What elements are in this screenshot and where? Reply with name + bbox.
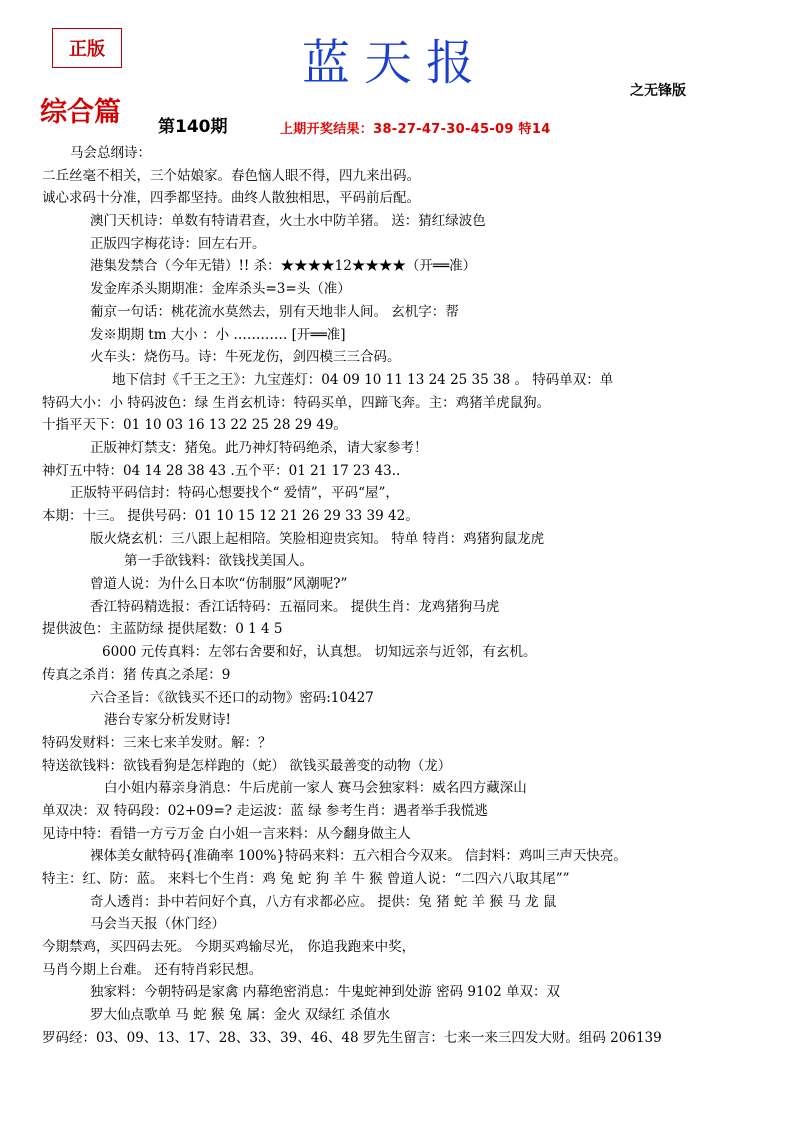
text-line: 马肖今期上台难。 还有特肖彩民想。 bbox=[42, 961, 263, 978]
text-line: 罗码经：03、09、13、17、28、33、39、46、48 罗先生留言：七来一来三四发大财。组码 206139 bbox=[42, 1029, 662, 1046]
text-line: 白小姐内幕亲身消息：牛后虎前一家人 赛马会独家料：威名四方藏深山 bbox=[104, 780, 527, 797]
text-line: 地下信封《千王之王》：九宝莲灯：04 09 10 11 13 24 25 35 38 。 特码单双：单 bbox=[112, 371, 614, 388]
text-line: 正版神灯禁支：猪兔。此乃神灯特码绝杀，请大家参考！ bbox=[90, 439, 428, 456]
text-line: 第一手欲钱料：欲钱找美国人。 bbox=[124, 553, 313, 570]
text-line: 诚心求码十分准，四季都坚持。曲终人散独相思，平码前后配。 bbox=[42, 190, 420, 207]
text-line: 马会当天报（休门经） bbox=[90, 916, 225, 933]
text-line: 今期禁鸡，买四码去死。 今期买鸡输尽光， 你追我跑来中奖， bbox=[42, 939, 416, 956]
text-line: 香江特码精选报：香江话特码：五福同来。 提供生肖：龙鸡猪狗马虎 bbox=[90, 598, 500, 615]
text-line: 澳门天机诗：单数有特请君查，火土水中防羊猪。 送：猜红绿波色 bbox=[90, 213, 486, 230]
text-line: 港台专家分析发财诗! bbox=[104, 712, 231, 729]
text-line: 特主：红、防：蓝。 来料七个生肖：鸡 兔 蛇 狗 羊 牛 猴 曾道人说：“二四六八取其尾”” bbox=[42, 871, 570, 887]
text-line: 特码发财料：三来七来羊发财。解：？ bbox=[42, 734, 272, 751]
text-line: 特送欲钱料：欲钱看狗是怎样跑的（蛇） 欲钱买最善变的动物（龙） bbox=[42, 757, 452, 774]
issue-number: 第140期 bbox=[158, 117, 228, 137]
text-line: 本期：十三。 提供号码：01 10 15 12 21 26 29 33 39 42。 bbox=[42, 508, 419, 524]
text-line: 葡京一句话：桃花流水莫然去，别有天地非人间。 玄机字：帮 bbox=[90, 303, 459, 320]
last-draw-result: 上期开奖结果：38-27-47-30-45-09 特14 bbox=[280, 122, 551, 137]
text-line: 六合圣旨：《欲钱买不还口的动物》密码:10427 bbox=[90, 689, 374, 706]
text-line: 发金库杀头期期准：金库杀头=3=头（准） bbox=[90, 281, 351, 298]
text-line: 神灯五中特：04 14 28 38 43 .五个平：01 21 17 23 43.. bbox=[42, 462, 401, 479]
text-line: 单双决：双 特码段：02+09=? 走运波：蓝 绿 参考生肖：遇者举手我慌逃 bbox=[42, 802, 488, 819]
text-line: 独家料：今朝特码是家禽 内幕绝密消息：牛鬼蛇神到处游 密码 9102 单双：双 bbox=[90, 984, 561, 1001]
text-line: 正版四字梅花诗：回左右开。 bbox=[90, 235, 266, 252]
text-line: 发※期期 tm 大小 ：小 ………… [开══准] bbox=[90, 326, 346, 343]
newspaper-title: 蓝天报 bbox=[301, 35, 488, 91]
text-line: 裸体美女献特码{准确率 100%}特码来料：五六相合今双来。 信封料：鸡叫三声天快亮。 bbox=[90, 848, 627, 865]
text-line: 版火烧玄机：三八跟上起相陪。笑脸相迎贵宾知。 特单 特肖：鸡猪狗鼠龙虎 bbox=[90, 530, 545, 547]
text-line: 曾道人说：为什么日本吹“仿制服”风潮呢?” bbox=[90, 576, 348, 593]
text-line: 港集发禁合（今年无错）!! 杀：★★★★12★★★★（开══准） bbox=[90, 258, 477, 275]
text-line: 提供波色：主蓝防绿 提供尾数：0 1 4 5 bbox=[42, 621, 283, 638]
text-line: 6000 元传真料：左邻右舍要和好，认真想。 切知远亲与近邻，有玄机。 bbox=[102, 644, 537, 661]
text-line: 特码大小：小 特码波色：绿 生肖玄机诗：特码买单，四蹄飞奔。主：鸡猪羊虎鼠狗。 bbox=[42, 394, 551, 411]
text-line: 罗大仙点歌单 马 蛇 猴 兔 属：金火 双绿红 杀值水 bbox=[90, 1007, 391, 1024]
section-title: 综合篇 bbox=[40, 97, 121, 128]
edition-label: 之无锋版 bbox=[630, 83, 686, 99]
text-line: 火车头：烧伤马。诗：牛死龙伤，剑四模三三合码。 bbox=[90, 349, 401, 366]
text-line: 传真之杀肖：猪 传真之杀尾：9 bbox=[42, 666, 231, 683]
genuine-edition-badge: 正版 bbox=[52, 28, 122, 68]
text-line: 二丘丝毫不相关，三个姑娘家。春色恼人眼不得，四九来出码。 bbox=[42, 167, 420, 184]
text-line: 十指平天下：01 10 03 16 13 22 25 28 29 49。 bbox=[42, 417, 347, 434]
body-text bbox=[0, 142, 793, 1050]
text-line: 见诗中特：看错一方亏万金 白小姐一言来料：从今翻身做主人 bbox=[42, 825, 411, 842]
text-line: 马会总纲诗： bbox=[70, 145, 151, 161]
text-line: 奇人透肖：卦中若问好个真，八方有求都必应。 提供：兔 猪 蛇 羊 猴 马 龙 鼠 bbox=[90, 893, 557, 910]
text-line: 正版特平码信封：特码心想要找个“ 爱情”，平码“屋”， bbox=[70, 485, 399, 502]
